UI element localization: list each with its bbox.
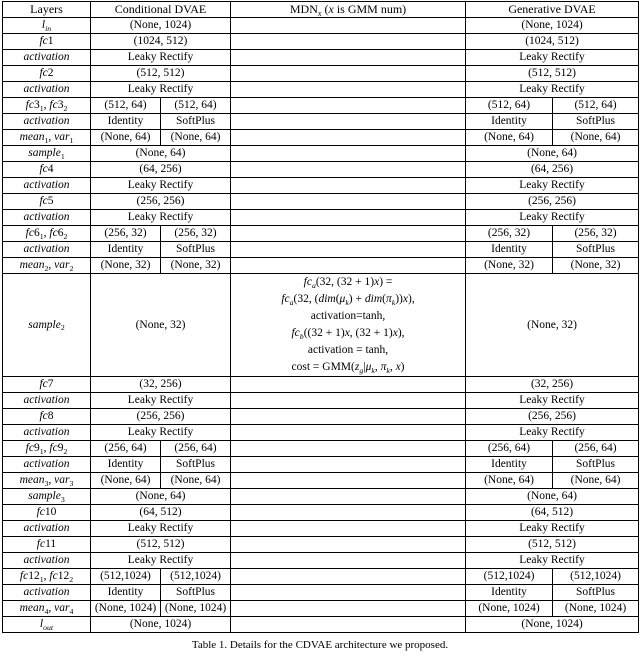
generative-cell: Leaky Rectify — [466, 82, 639, 98]
mdn-math-line: $fc_b((32 + 1)x$, (32 + 1)x), — [291, 327, 405, 341]
generative-cell: (None, 64) — [553, 473, 639, 489]
generative-cell: (256, 32) — [553, 226, 639, 242]
layer-cell: $fc6_1$, $fc6_2$ — [3, 226, 91, 242]
mdn-cell — [231, 441, 466, 457]
table-row — [3, 114, 639, 130]
col-header-conditional-dvae: Conditional DVAE — [91, 2, 231, 18]
conditional-cell: (512, 512) — [91, 537, 231, 553]
generative-cell: (None, 64) — [553, 130, 639, 146]
layer-cell: mean$_1$, var$_1$ — [3, 130, 91, 146]
conditional-cell: (None, 64) — [161, 473, 231, 489]
layer-cell: activation — [3, 553, 91, 569]
table-row — [3, 82, 639, 98]
mdn-cell — [231, 146, 466, 162]
table-row — [3, 505, 639, 521]
conditional-cell: (256, 32) — [91, 226, 161, 242]
mdn-cell — [231, 178, 466, 194]
conditional-cell: Leaky Rectify — [91, 425, 231, 441]
table-row — [3, 258, 639, 274]
table-row — [3, 98, 639, 114]
conditional-cell: (256, 256) — [91, 409, 231, 425]
layer-cell: mean$_2$, var$_2$ — [3, 258, 91, 274]
generative-cell: SoftPlus — [553, 457, 639, 473]
table-row — [3, 274, 639, 377]
table-row — [3, 521, 639, 537]
architecture-table — [2, 1, 639, 633]
conditional-cell: (None, 64) — [161, 130, 231, 146]
mdn-cell — [231, 98, 466, 114]
layer-cell: $l_{out}$ — [3, 617, 91, 633]
conditional-cell: (256, 256) — [91, 194, 231, 210]
mdn-cell — [231, 226, 466, 242]
table-row — [3, 601, 639, 617]
table-body — [3, 18, 639, 633]
mdn-cell — [231, 50, 466, 66]
conditional-cell: (None, 64) — [91, 146, 231, 162]
conditional-cell: Leaky Rectify — [91, 178, 231, 194]
conditional-cell: Leaky Rectify — [91, 393, 231, 409]
layer-cell: activation — [3, 242, 91, 258]
table-row — [3, 409, 639, 425]
conditional-cell: (512, 64) — [91, 98, 161, 114]
mdn-cell — [231, 505, 466, 521]
mdn-cell — [231, 473, 466, 489]
conditional-cell: Identity — [91, 114, 161, 130]
table-row — [3, 489, 639, 505]
layer-cell: activation — [3, 585, 91, 601]
generative-cell: SoftPlus — [553, 242, 639, 258]
generative-cell: Leaky Rectify — [466, 210, 639, 226]
table-row — [3, 34, 639, 50]
layer-cell: mean$_4$, var$_4$ — [3, 601, 91, 617]
conditional-cell: Leaky Rectify — [91, 50, 231, 66]
generative-cell: (None, 1024) — [466, 18, 639, 34]
generative-cell: (512, 512) — [466, 66, 639, 82]
table-row — [3, 242, 639, 258]
generative-cell: Identity — [466, 242, 553, 258]
conditional-cell: Identity — [91, 585, 161, 601]
table-row — [3, 18, 639, 34]
layer-cell: fc1 — [3, 34, 91, 50]
mdn-cell — [231, 194, 466, 210]
layer-cell: $fc3_1$, $fc3_2$ — [3, 98, 91, 114]
generative-cell: (None, 64) — [466, 130, 553, 146]
conditional-cell: (1024, 512) — [91, 34, 231, 50]
mdn-cell — [231, 521, 466, 537]
mdn-cell — [231, 242, 466, 258]
conditional-cell: (64, 256) — [91, 162, 231, 178]
generative-cell: (512, 512) — [466, 537, 639, 553]
mdn-cell — [231, 82, 466, 98]
generative-cell: (None, 64) — [466, 146, 639, 162]
layer-cell: mean$_3$, var$_3$ — [3, 473, 91, 489]
conditional-cell: Leaky Rectify — [91, 521, 231, 537]
conditional-cell: SoftPlus — [161, 585, 231, 601]
generative-cell: Identity — [466, 585, 553, 601]
conditional-cell: (None, 32) — [91, 274, 231, 377]
mdn-math-line: activation=tanh, — [310, 310, 386, 322]
conditional-cell: (512, 512) — [91, 66, 231, 82]
generative-cell: SoftPlus — [553, 585, 639, 601]
mdn-cell — [231, 537, 466, 553]
generative-cell: (512,1024) — [466, 569, 553, 585]
layer-cell: fc8 — [3, 409, 91, 425]
generative-cell: (None, 32) — [466, 258, 553, 274]
table-row — [3, 473, 639, 489]
generative-cell: Identity — [466, 457, 553, 473]
layer-cell: activation — [3, 457, 91, 473]
generative-cell: (256, 64) — [553, 441, 639, 457]
table-caption: Table 1. Details for the CDVAE architecture we proposed. — [191, 639, 449, 651]
mdn-math-line: $fc_a(32$, $(dim(\mu_k) + dim(\pi_k))x$), — [281, 293, 415, 307]
mdn-math-line: $\cos t = GMM(z_g|\mu_k$, $\pi_k$, x) — [291, 361, 405, 375]
generative-cell: (None, 64) — [466, 489, 639, 505]
layer-cell: activation — [3, 425, 91, 441]
header-row — [3, 2, 639, 18]
generative-cell: (None, 1024) — [553, 601, 639, 617]
generative-cell: Leaky Rectify — [466, 393, 639, 409]
layer-cell: fc5 — [3, 194, 91, 210]
mdn-cell — [231, 409, 466, 425]
mdn-math-line: $fc_a(32$, (32 + 1)x) = — [303, 276, 393, 290]
mdn-cell — [231, 66, 466, 82]
mdn-cell — [231, 162, 466, 178]
table-row — [3, 146, 639, 162]
layer-cell: sample$_1$ — [3, 146, 91, 162]
table-row — [3, 537, 639, 553]
generative-cell: (512,1024) — [553, 569, 639, 585]
layer-cell: $fc9_1$, $fc9_2$ — [3, 441, 91, 457]
conditional-cell: (512,1024) — [91, 569, 161, 585]
conditional-cell: Leaky Rectify — [91, 210, 231, 226]
conditional-cell: Leaky Rectify — [91, 82, 231, 98]
conditional-cell: (512,1024) — [161, 569, 231, 585]
generative-cell: (64, 256) — [466, 162, 639, 178]
conditional-cell: (None, 1024) — [91, 617, 231, 633]
mdn-cell — [231, 258, 466, 274]
generative-cell: (None, 64) — [466, 473, 553, 489]
conditional-cell: SoftPlus — [161, 114, 231, 130]
conditional-cell: Identity — [91, 242, 161, 258]
mdn-cell — [231, 114, 466, 130]
table-row — [3, 50, 639, 66]
table-row — [3, 178, 639, 194]
table-row — [3, 393, 639, 409]
generative-cell: (256, 32) — [466, 226, 553, 242]
layer-cell: activation — [3, 521, 91, 537]
generative-cell: Leaky Rectify — [466, 553, 639, 569]
table-row — [3, 226, 639, 242]
col-header-mdn: $MDN_x$ (x is GMM num) — [231, 2, 466, 18]
layer-cell: fc7 — [3, 377, 91, 393]
generative-cell: (256, 256) — [466, 409, 639, 425]
conditional-cell: (None, 64) — [91, 130, 161, 146]
layer-cell: activation — [3, 178, 91, 194]
generative-cell: (None, 1024) — [466, 617, 639, 633]
mdn-cell — [231, 274, 466, 377]
layer-cell: $l_{in}$ — [3, 18, 91, 34]
conditional-cell: (256, 64) — [161, 441, 231, 457]
table-row — [3, 585, 639, 601]
mdn-cell — [231, 553, 466, 569]
layer-cell: activation — [3, 82, 91, 98]
col-header-generative-dvae: Generative DVAE — [466, 2, 639, 18]
conditional-cell: (None, 1024) — [161, 601, 231, 617]
mdn-cell — [231, 210, 466, 226]
mdn-cell — [231, 457, 466, 473]
conditional-cell: (None, 64) — [91, 489, 231, 505]
conditional-cell: SoftPlus — [161, 242, 231, 258]
generative-cell: Leaky Rectify — [466, 521, 639, 537]
layer-cell: activation — [3, 50, 91, 66]
table-row — [3, 210, 639, 226]
layer-cell: $fc12_1$, $fc12_2$ — [3, 569, 91, 585]
conditional-cell: (32, 256) — [91, 377, 231, 393]
generative-cell: (512, 64) — [466, 98, 553, 114]
table-row — [3, 553, 639, 569]
mdn-cell — [231, 489, 466, 505]
conditional-cell: (None, 64) — [91, 473, 161, 489]
conditional-cell: (256, 64) — [91, 441, 161, 457]
layer-cell: sample$_2$ — [3, 274, 91, 377]
table-row — [3, 162, 639, 178]
conditional-cell: (None, 1024) — [91, 18, 231, 34]
mdn-cell — [231, 34, 466, 50]
generative-cell: Leaky Rectify — [466, 50, 639, 66]
generative-cell: Leaky Rectify — [466, 425, 639, 441]
conditional-cell: Leaky Rectify — [91, 553, 231, 569]
layer-cell: fc2 — [3, 66, 91, 82]
layer-cell: sample$_3$ — [3, 489, 91, 505]
conditional-cell: (64, 512) — [91, 505, 231, 521]
table-row — [3, 66, 639, 82]
table-row — [3, 569, 639, 585]
table-row — [3, 457, 639, 473]
table-row — [3, 194, 639, 210]
mdn-math-line: activation = tanh, — [307, 344, 389, 356]
mdn-cell — [231, 393, 466, 409]
conditional-cell: Identity — [91, 457, 161, 473]
mdn-cell — [231, 130, 466, 146]
mdn-cell — [231, 585, 466, 601]
layer-cell: activation — [3, 393, 91, 409]
conditional-cell: SoftPlus — [161, 457, 231, 473]
mdn-cell — [231, 377, 466, 393]
generative-cell: (256, 256) — [466, 194, 639, 210]
generative-cell: SoftPlus — [553, 114, 639, 130]
layer-cell: fc11 — [3, 537, 91, 553]
conditional-cell: (None, 32) — [91, 258, 161, 274]
layer-cell: activation — [3, 114, 91, 130]
mdn-cell — [231, 425, 466, 441]
mdn-cell — [231, 18, 466, 34]
generative-cell: Identity — [466, 114, 553, 130]
mdn-cell — [231, 601, 466, 617]
layer-cell: activation — [3, 210, 91, 226]
conditional-cell: (None, 32) — [161, 258, 231, 274]
generative-cell: (1024, 512) — [466, 34, 639, 50]
table-row — [3, 377, 639, 393]
conditional-cell: (256, 32) — [161, 226, 231, 242]
generative-cell: (None, 32) — [553, 258, 639, 274]
conditional-cell: (512, 64) — [161, 98, 231, 114]
generative-cell: (32, 256) — [466, 377, 639, 393]
generative-cell: Leaky Rectify — [466, 178, 639, 194]
generative-cell: (64, 512) — [466, 505, 639, 521]
table-row — [3, 425, 639, 441]
layer-cell: fc4 — [3, 162, 91, 178]
mdn-cell — [231, 617, 466, 633]
generative-cell: (None, 1024) — [466, 601, 553, 617]
conditional-cell: (None, 1024) — [91, 601, 161, 617]
table-row — [3, 130, 639, 146]
col-header-layers: Layers — [3, 2, 91, 18]
generative-cell: (256, 64) — [466, 441, 553, 457]
generative-cell: (None, 32) — [466, 274, 639, 377]
generative-cell: (512, 64) — [553, 98, 639, 114]
mdn-cell — [231, 569, 466, 585]
layer-cell: fc10 — [3, 505, 91, 521]
table-row — [3, 441, 639, 457]
table-row — [3, 617, 639, 633]
